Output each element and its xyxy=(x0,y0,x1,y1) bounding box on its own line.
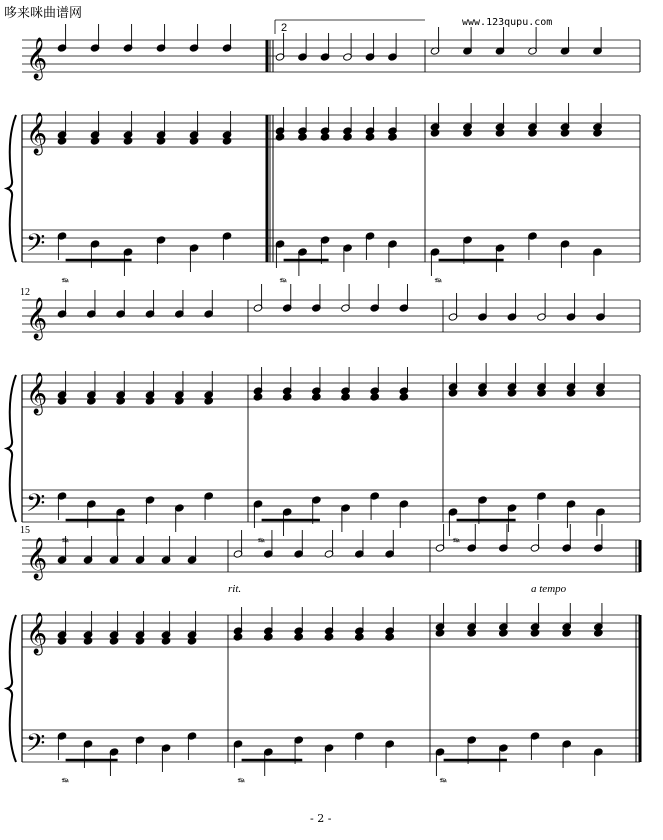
note-head xyxy=(370,393,380,401)
note-head xyxy=(596,389,606,397)
note-head xyxy=(430,129,440,137)
note-head xyxy=(90,137,100,145)
pedal-mark: 𝆮 xyxy=(278,275,286,289)
system-2 xyxy=(7,284,640,549)
note-head xyxy=(594,629,604,637)
note-head xyxy=(123,137,133,145)
rit-mark: rit. xyxy=(228,583,242,595)
note-head xyxy=(530,629,540,637)
measure-number-12: 12 xyxy=(20,287,30,298)
pedal-mark: 𝆮 xyxy=(60,275,68,289)
note-head xyxy=(187,637,197,645)
treble-clef: 𝄞 xyxy=(26,113,48,154)
note-head xyxy=(156,137,166,145)
note-head xyxy=(463,129,473,137)
note-head xyxy=(57,397,67,405)
note-head xyxy=(499,629,509,637)
measure-number-15: 15 xyxy=(20,525,30,536)
treble-clef: 𝄞 xyxy=(26,298,48,339)
piano-lh-staff xyxy=(22,490,640,522)
note-head xyxy=(233,633,243,641)
note-head xyxy=(467,629,477,637)
note-head xyxy=(385,633,395,641)
note-head xyxy=(83,637,93,645)
note-head xyxy=(222,137,232,145)
volta-number: 2 xyxy=(281,22,288,34)
brace xyxy=(7,615,16,762)
note-head xyxy=(528,129,538,137)
bass-clef: 𝄢 xyxy=(26,729,46,764)
pedal-mark: 𝆮 xyxy=(256,535,264,549)
note-head xyxy=(109,637,119,645)
note-head xyxy=(57,137,67,145)
note-head xyxy=(341,393,351,401)
system-3 xyxy=(7,524,640,789)
piano-rh-staff xyxy=(22,375,640,407)
pedal-mark: 𝆮 xyxy=(60,535,68,549)
note-head xyxy=(562,629,572,637)
note-head xyxy=(282,393,292,401)
site-url: www.123qupu.com xyxy=(462,17,553,28)
note-head xyxy=(537,389,547,397)
treble-clef: 𝄞 xyxy=(26,373,48,414)
a-tempo-mark: a tempo xyxy=(531,583,567,595)
note-head xyxy=(478,389,488,397)
note-head xyxy=(87,397,97,405)
systems xyxy=(7,20,640,789)
brace xyxy=(7,115,16,262)
piano-rh-staff xyxy=(22,115,640,147)
brace xyxy=(7,375,16,522)
page-number: - 2 - xyxy=(310,812,332,825)
note-head xyxy=(435,629,445,637)
note-head xyxy=(204,397,214,405)
note-head xyxy=(253,393,263,401)
note-head xyxy=(264,633,274,641)
pedal-mark: 𝆮 xyxy=(433,275,441,289)
note-head xyxy=(320,133,330,141)
pedal-mark: 𝆮 xyxy=(438,775,446,789)
site-name: 哆来咪曲谱网 xyxy=(4,6,83,21)
note-head xyxy=(135,637,145,645)
piano-lh-staff xyxy=(22,230,640,262)
note-head xyxy=(388,133,398,141)
melody-staff xyxy=(22,40,640,72)
note-head xyxy=(116,397,126,405)
melody-staff xyxy=(22,300,640,332)
note-head xyxy=(189,137,199,145)
bass-clef: 𝄢 xyxy=(26,229,46,264)
note-head xyxy=(275,133,285,141)
note-head xyxy=(57,637,67,645)
bass-clef: 𝄢 xyxy=(26,489,46,524)
treble-clef: 𝄞 xyxy=(26,538,48,579)
treble-clef: 𝄞 xyxy=(26,613,48,654)
note-head xyxy=(294,633,304,641)
note-head xyxy=(343,133,353,141)
note-head xyxy=(355,633,365,641)
note-head xyxy=(593,129,603,137)
note-head xyxy=(312,393,322,401)
note-head xyxy=(161,637,171,645)
treble-clef: 𝄞 xyxy=(26,38,48,79)
pedal-mark: 𝆮 xyxy=(60,775,68,789)
note-head xyxy=(298,133,308,141)
pedal-mark: 𝆮 xyxy=(236,775,244,789)
note-head xyxy=(145,397,155,405)
note-head xyxy=(507,389,517,397)
note-head xyxy=(365,133,375,141)
pedal-mark: 𝆮 xyxy=(451,535,459,549)
note-head xyxy=(566,389,576,397)
system-1 xyxy=(7,20,640,289)
note-head xyxy=(560,129,570,137)
note-head xyxy=(175,397,185,405)
note-head xyxy=(324,633,334,641)
note-head xyxy=(448,389,458,397)
note-head xyxy=(495,129,505,137)
note-head xyxy=(399,393,409,401)
